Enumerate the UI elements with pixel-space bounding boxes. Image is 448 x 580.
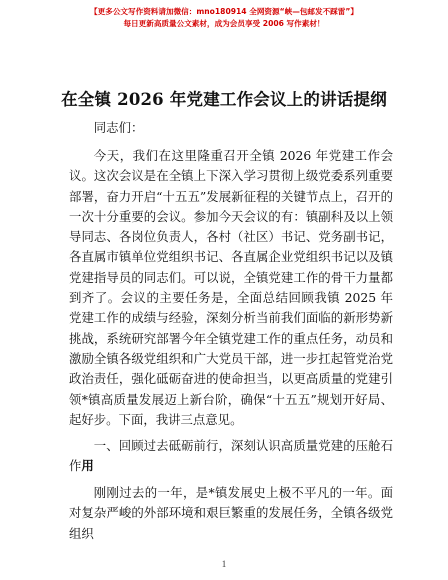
section-heading-1-tail: 用 bbox=[81, 458, 94, 474]
body-paragraph-2: 刚刚过去的一年，是*镇发展史上极不平凡的一年。面对复杂严峻的外部环境和艰巨繁重的发展任务，全镇各级党组织 bbox=[69, 485, 393, 541]
page-number: 1 bbox=[221, 559, 227, 569]
greeting: 同志们： bbox=[93, 120, 144, 135]
section-heading-1 bbox=[69, 436, 393, 477]
promo-banner-line-1: 【更多公文写作资料请加微信：mno180914 全网资源“峡—包邮发不踩雷”】 bbox=[90, 7, 358, 16]
body-paragraph-1: 今天，我们在这里隆重召开全镇 2026 年党建工作会议。这次会议是在全镇上下深入学习贯彻上级党委系列重要部署，奋力开启“十五五”发展新征程的关键节点上，召开的一次十分重要的会议。参加今天会议的有：镇副科及以上领导同志、各岗位负责人，各村（社区）书记、党务副书记，各直属市镇单位党组织书记、各直属企业党组织书记以及镇党建指导员的同志们。可以说，全镇党建工作的骨干力量都到齐了。会议的主要任务是，全面总结回顾我镇 2025 年党建工作的成绩与经验，深刻分析当前我们面临的新形势新挑战，系统研究部署今年全镇党建工作的重点任务，动员和激励全镇各级党组织和广大党员干部，进一步扛起管党治党政治责任，强化砥砺奋进的使命担当，以更高质量的党建引领*镇高质量发展迈上新台阶，确保“十五五”规划开好局、起好步。下面，我讲三点意见。 bbox=[69, 148, 393, 427]
document-title: 在全镇 2026 年党建工作会议上的讲话提纲 bbox=[61, 90, 387, 109]
section-heading-1-main: 一、回顾过去砥砺前行，深刻认识高质量党建的压舱石作 bbox=[69, 438, 393, 474]
promo-banner-line-2: 每日更新高质量公文素材，成为会员享受 2006 写作素材！ bbox=[123, 19, 325, 28]
